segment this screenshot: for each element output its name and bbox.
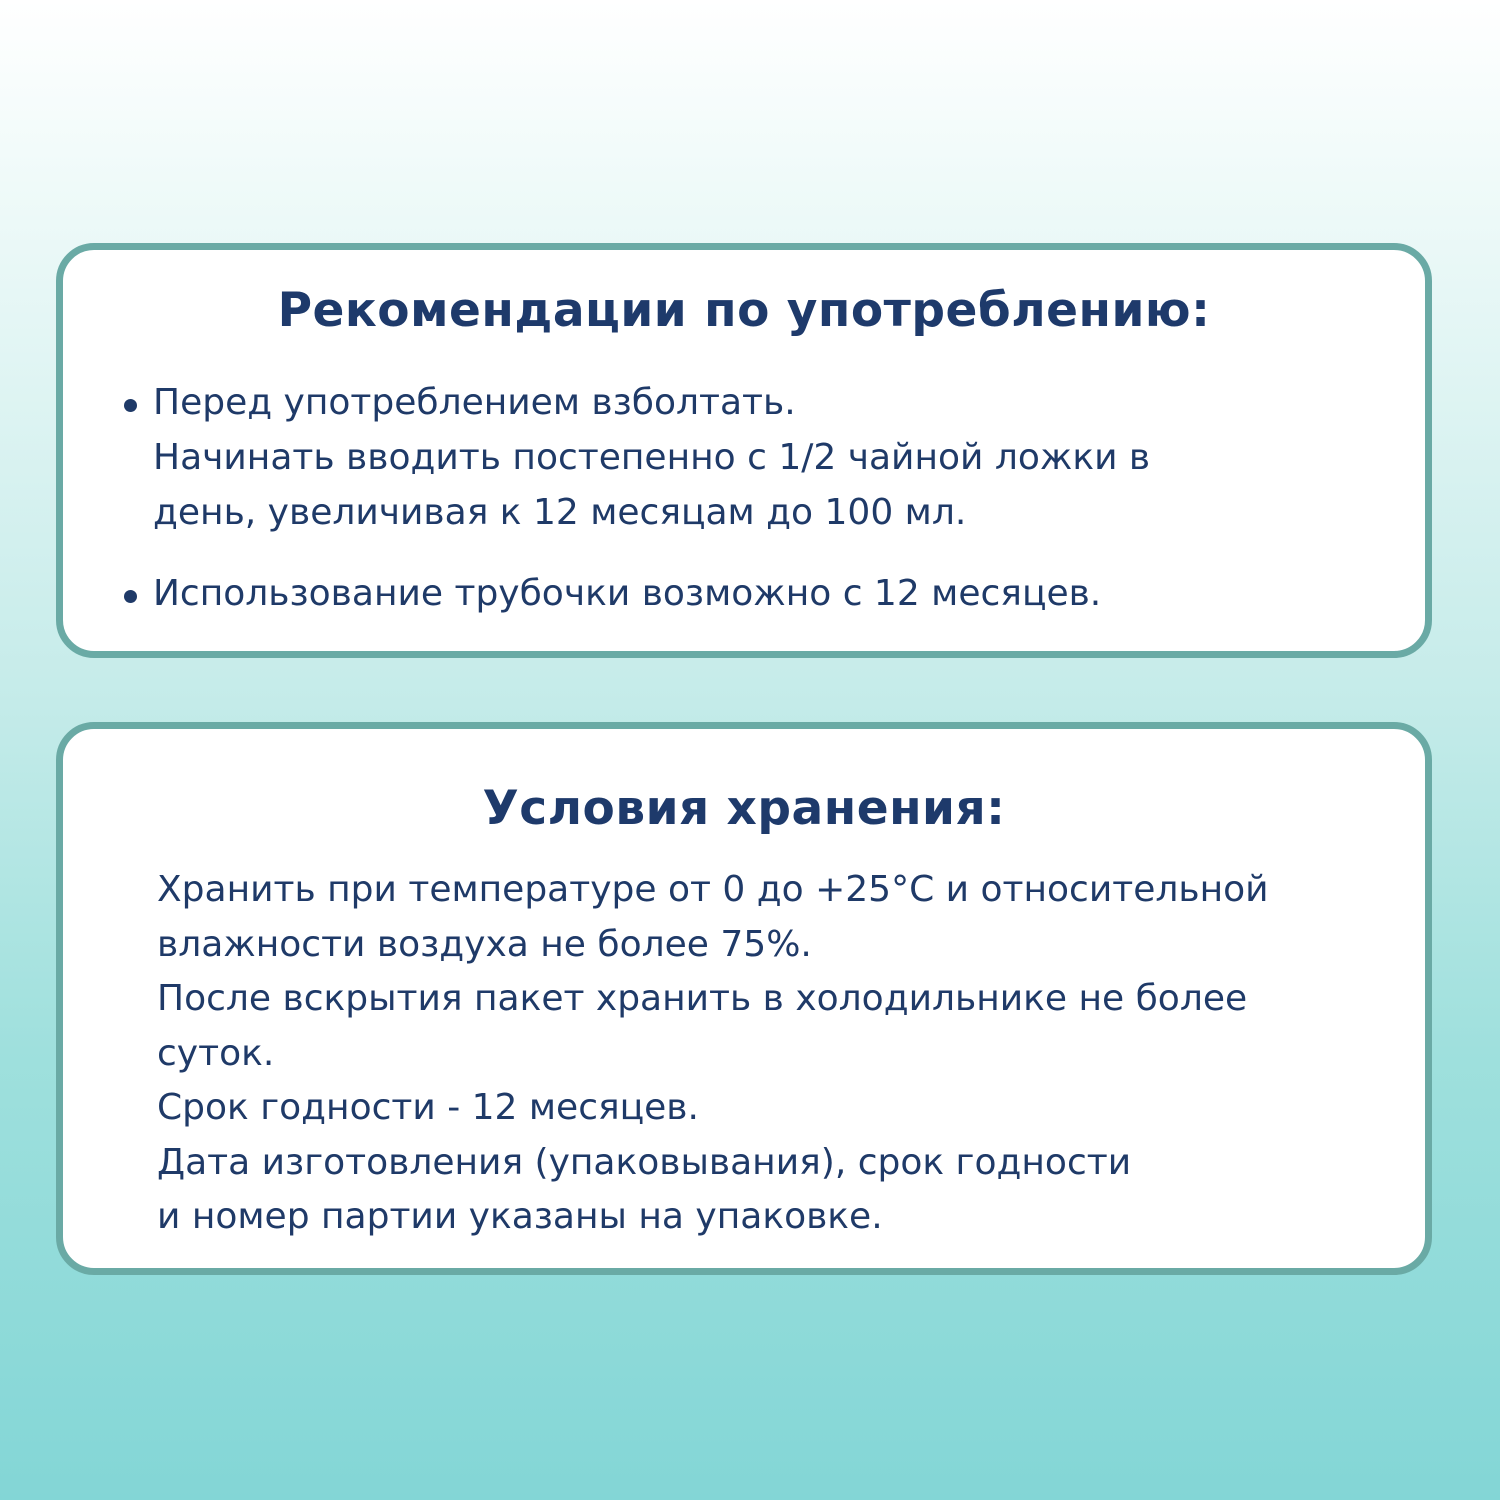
usage-recommendations-card (56, 243, 1432, 658)
bullet-dot-icon (124, 399, 137, 412)
storage-line: влажности воздуха не более 75%. (157, 923, 812, 965)
usage-bullet-item (153, 566, 1385, 621)
storage-line: Хранить при температуре от 0 до +25°С и относительной (157, 869, 1269, 910)
storage-line: и номер партии указаны на упаковке. (157, 1196, 883, 1237)
usage-item-line: Начинать вводить постепенно с 1/2 чайной ложки в (153, 437, 1151, 478)
storage-conditions-card (56, 722, 1432, 1275)
storage-line: Срок годности - 12 месяцев. (157, 1087, 699, 1128)
storage-title: Условия хранения: (482, 781, 1006, 836)
usage-item-line: день, увеличивая к 12 месяцам до 100 мл. (153, 492, 967, 533)
usage-title: Рекомендации по употреблению: (277, 283, 1211, 338)
storage-line: После вскрытия пакет хранить в холодильнике не более (157, 978, 1248, 1019)
storage-text-block (157, 863, 1395, 1245)
storage-line: суток. (157, 1032, 275, 1074)
usage-item-line: Использование трубочки возможно с 12 месяцев. (153, 573, 1102, 614)
bullet-dot-icon (124, 590, 137, 603)
usage-item-line: Перед употреблением взболтать. (153, 382, 796, 423)
storage-line: Дата изготовления (упаковывания), срок годности (157, 1141, 1132, 1183)
usage-bullet-item (153, 375, 1385, 540)
